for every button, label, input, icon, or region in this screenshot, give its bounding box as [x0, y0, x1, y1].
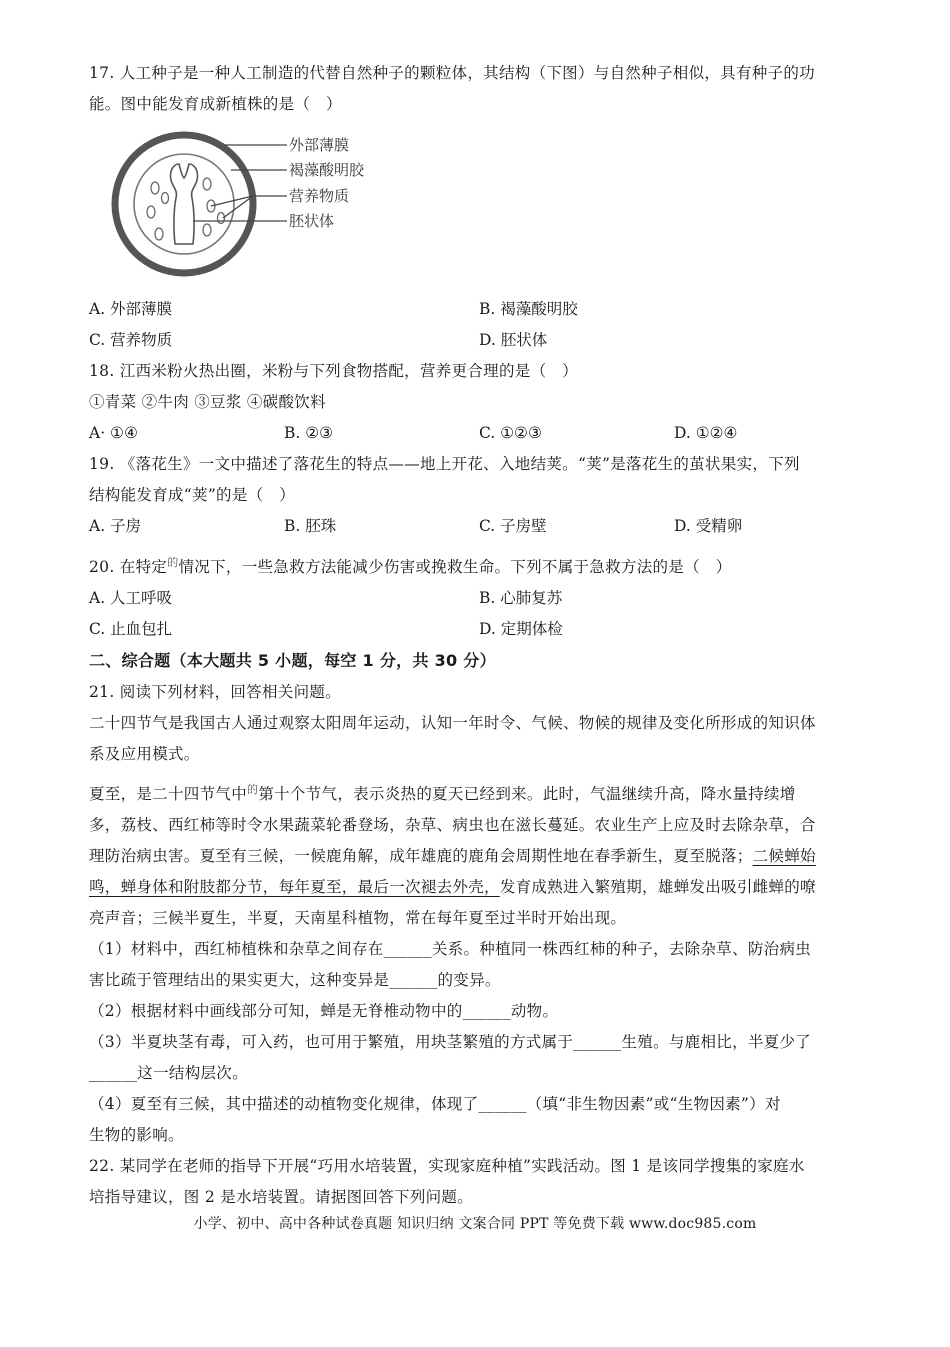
q18-stem: 18. 江西米粉火热出圈，米粉与下列食物搭配，营养更合理的是（ ）	[89, 362, 578, 380]
q21-para2-line3-text: 理防治病虫害。夏至有三候，一候鹿角解，成年雄鹿的鹿角会周期性地在春季新生，夏至脱落；	[89, 847, 753, 865]
q20-options-row1	[89, 583, 869, 614]
q20-option-d[interactable]: D. 定期体检	[479, 620, 563, 638]
q19-options-row	[89, 511, 869, 542]
label-nutrients: 营养物质	[289, 187, 350, 205]
q21-para2-line1	[89, 774, 869, 810]
q18-option-d[interactable]: D. ①②④	[674, 424, 738, 442]
q20-stem	[89, 547, 869, 583]
q19-option-d[interactable]: D. 受精卵	[674, 517, 743, 535]
q21-para2-line4	[89, 872, 869, 903]
nutrient-granule	[147, 206, 155, 218]
nutrient-granule	[151, 182, 159, 194]
q19-stem-line1: 19. 《落花生》一文中描述了落花生的特点——地上开花、入地结荚。“荚”是落花生的茧状果实，下列	[89, 455, 800, 473]
q18-items: ①青菜 ②牛肉 ③豆浆 ④碳酸饮料	[89, 393, 326, 411]
label-embryoid: 胚状体	[289, 212, 335, 230]
q20-option-b[interactable]: B. 心肺复苏	[479, 589, 563, 607]
q21-sub3-line2: ______这一结构层次。	[89, 1064, 248, 1082]
artificial-seed-diagram	[103, 126, 403, 286]
q20-option-a[interactable]: A. 人工呼吸	[89, 589, 173, 607]
q22-stem-line1: 22. 某同学在老师的指导下开展“巧用水培装置，实现家庭种植”实践活动。图 1 是该同学搜集的家庭水	[89, 1157, 805, 1175]
q17-stem-line2: 能。图中能发育成新植株的是（ ）	[89, 95, 342, 113]
q21-para2-line4-text: 发育成熟进入繁殖期，雄蝉发出吸引雌蝉的嘹	[499, 878, 816, 896]
label-outer-membrane: 外部薄膜	[289, 136, 350, 154]
nutrient-granule	[203, 224, 211, 236]
q21-para2-line2: 多，荔枝、西红柿等时令水果蔬菜轮番登场，杂草、病虫也在滋长蔓延。农业生产上应及时去除杂草，合	[89, 816, 816, 834]
q17-option-b[interactable]: B. 褐藻酸明胶	[479, 300, 578, 318]
q21-sub3-line1: （3）半夏块茎有毒，可入药，也可用于繁殖，用块茎繁殖的方式属于______生殖。与鹿相比，半夏少了	[89, 1033, 812, 1051]
q20-options-row2	[89, 614, 869, 645]
q21-para2-line5: 亮声音；三候半夏生，半夏，天南星科植物，常在每年夏至过半时开始出现。	[89, 909, 627, 927]
q17-option-c[interactable]: C. 营养物质	[89, 331, 173, 349]
exam-page	[89, 58, 869, 1213]
q21-sub1-line1: （1）材料中，西红柿植株和杂草之间存在______关系。种植同一株西红柿的种子，去除杂草、防治病虫	[89, 940, 812, 958]
q17-options-row1	[89, 294, 869, 325]
q19-option-c[interactable]: C. 子房壁	[479, 517, 547, 535]
q21-sub4-line1: （4）夏至有三候，其中描述的动植物变化规律，体现了______（填“非生物因素”或“生物因素”）对	[89, 1095, 781, 1113]
q18-options-row	[89, 418, 869, 449]
q17-options-row2	[89, 325, 869, 356]
q21-para2-mark: 的	[247, 783, 259, 796]
nutrient-granule	[203, 178, 211, 190]
q21-underlined-text: 二候蝉始	[752, 847, 816, 865]
q21-para2-part-a: 夏至，是二十四节气中	[89, 785, 248, 803]
q20-stem-mark: 的	[167, 556, 179, 569]
q19-option-b[interactable]: B. 胚珠	[284, 517, 337, 535]
q21-para2-line3	[89, 841, 869, 872]
q17-stem-line1: 17. 人工种子是一种人工制造的代替自然种子的颗粒体，其结构（下图）与自然种子相似，具有种子的功	[89, 64, 815, 82]
q21-underlined-text-cont: 鸣，蝉身体和附肢都分节，每年夏至，最后一次褪去外壳，	[89, 878, 500, 896]
label-alginate-gel: 褐藻酸明胶	[289, 161, 365, 179]
q21-sub2: （2）根据材料中画线部分可知，蝉是无脊椎动物中的______动物。	[89, 1002, 559, 1020]
nutrient-granule	[155, 228, 163, 240]
q21-para1-line2: 系及应用模式。	[89, 745, 200, 763]
page-footer: 小学、初中、高中各种试卷真题 知识归纳 文案合同 PPT 等免费下载 www.doc985.com	[193, 1216, 757, 1232]
q21-para2-part-b: 第十个节气，表示炎热的夏天已经到来。此时，气温继续升高，降水量持续增	[258, 785, 796, 803]
section-2-title: 二、综合题（本大题共 5 小题，每空 1 分，共 30 分）	[89, 651, 496, 670]
q20-stem-part-b: 情况下，一些急救方法能减少伤害或挽救生命。下列不属于急救方法的是（ ）	[178, 558, 732, 576]
q19-stem-line2: 结构能发育成“荚”的是（ ）	[89, 486, 296, 504]
q21-para1-line1: 二十四节气是我国古人通过观察太阳周年运动，认知一年时令、气候、物候的规律及变化所形成的知识体	[89, 714, 816, 732]
q17-option-d[interactable]: D. 胚状体	[479, 331, 548, 349]
q21-sub4-line2: 生物的影响。	[89, 1126, 184, 1144]
q21-stem: 21. 阅读下列材料，回答相关问题。	[89, 683, 341, 701]
artificial-seed-svg	[103, 126, 403, 286]
q21-sub1-line2: 害比疏于管理结出的果实更大，这种变异是______的变异。	[89, 971, 501, 989]
nutrient-granule	[162, 193, 169, 204]
q18-option-a[interactable]: A· ①④	[89, 424, 138, 442]
q20-option-c[interactable]: C. 止血包扎	[89, 620, 173, 638]
q20-stem-part-a: 20. 在特定	[89, 558, 168, 576]
q17-option-a[interactable]: A. 外部薄膜	[89, 300, 173, 318]
q18-option-b[interactable]: B. ②③	[284, 424, 334, 442]
q19-option-a[interactable]: A. 子房	[89, 517, 142, 535]
q18-option-c[interactable]: C. ①②③	[479, 424, 542, 442]
q22-stem-line2: 培指导建议，图 2 是水培装置。请据图回答下列问题。	[89, 1188, 474, 1206]
